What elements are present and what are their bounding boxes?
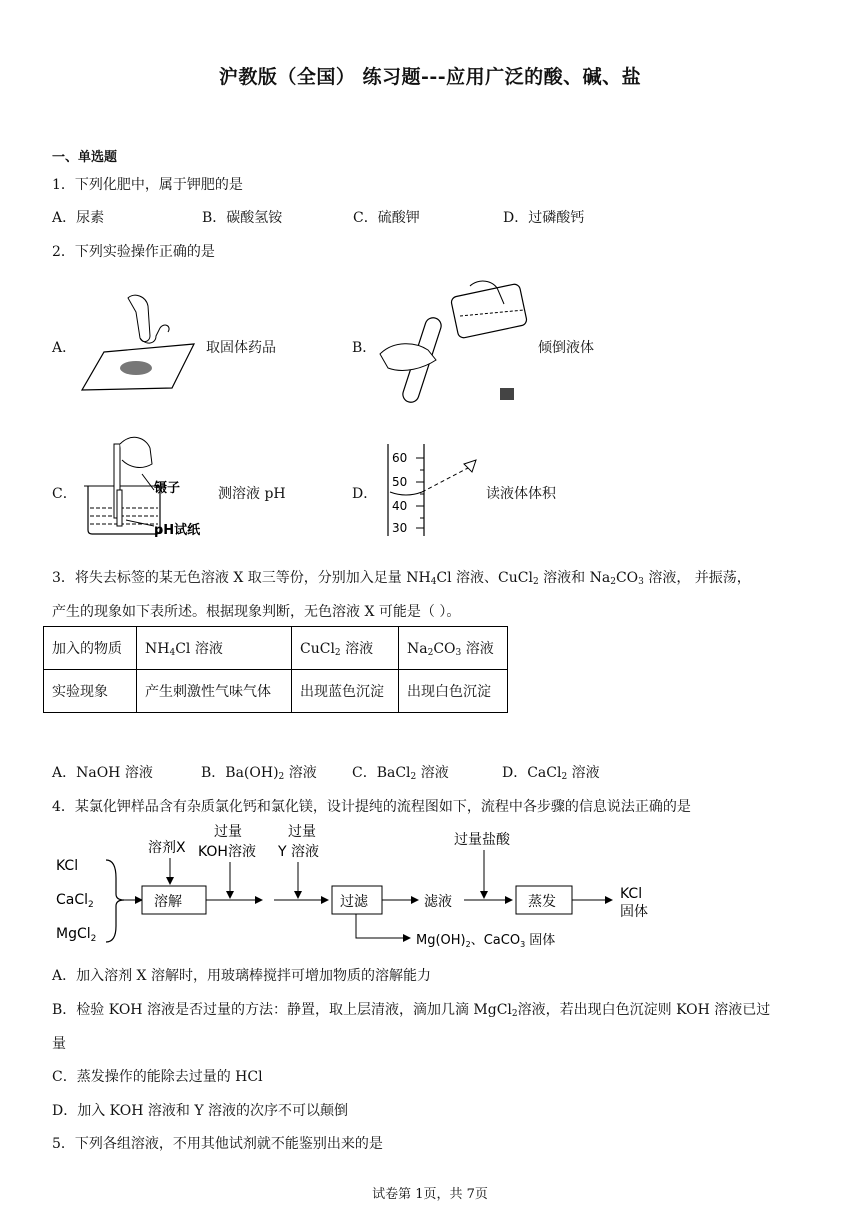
q2-option-a-caption: 取固体药品	[206, 340, 276, 356]
q4-option-b-line1: B．检验 KOH 溶液是否过量的方法：静置，取上层清液，滴加几滴 MgCl$_2$溶液，若出现白色沉淀则 KOH 溶液已过	[52, 1002, 771, 1019]
q4-option-d: D．加入 KOH 溶液和 Y 溶液的次序不可以颠倒	[52, 1103, 349, 1119]
flow-koh: KOH溶液	[198, 844, 256, 860]
table-row	[44, 670, 508, 713]
page-title: 沪教版（全国） 练习题---应用广泛的酸、碱、盐	[218, 66, 642, 88]
flow-excess-2: 过量	[288, 824, 316, 840]
q2-option-c-letter: C．	[52, 486, 77, 502]
flow-hcl: 过量盐酸	[454, 832, 510, 848]
eye-icon	[464, 460, 476, 472]
flow-cacl2-label: CaCl$_2$	[56, 892, 94, 910]
question-3-stem-line2: 产生的现象如下表所述。根据现象判断，无色溶液 X 可能是（ ）。	[52, 604, 461, 620]
tick-40: 40	[392, 499, 408, 513]
flow-residue: $Mg(OH)_2$、CaCO$_3$ 固体	[416, 933, 556, 949]
ph-paper-label: pH试纸	[154, 523, 201, 538]
question-1-stem: 1．下列化肥中，属于钾肥的是	[52, 177, 243, 193]
flow-excess-1: 过量	[214, 824, 242, 840]
q1-option-d: D．过磷酸钙	[503, 210, 585, 226]
q1-option-b: B．碳酸氢铵	[202, 210, 283, 226]
q2-option-b-caption: 倾倒液体	[538, 340, 594, 356]
solid-sampling-illustration	[76, 292, 198, 392]
page-footer: 试卷第 1页，共 7页	[372, 1187, 488, 1202]
flow-filtrate: 滤液	[424, 894, 452, 910]
q4-option-c: C．蒸发操作的能除去过量的 HCl	[52, 1069, 263, 1085]
graduated-cylinder-illustration	[376, 440, 486, 540]
flow-solvent-x: 溶剂X	[148, 840, 186, 856]
flow-kcl-label: KCl	[56, 858, 79, 874]
flow-filter: 过滤	[340, 894, 368, 910]
section-heading: 一、单选题	[52, 150, 118, 165]
flow-mgcl2-label: MgCl$_2$	[56, 926, 97, 944]
q2-option-a-letter: A．	[52, 340, 77, 356]
tick-60: 60	[392, 451, 408, 465]
table-cell: 加入的物质	[44, 627, 137, 670]
q3-option-a: A．NaOH 溶液	[52, 765, 153, 781]
ph-test-illustration	[82, 430, 214, 540]
table-cell: 产生刺激性气味气体	[137, 670, 292, 713]
flow-evaporate: 蒸发	[528, 894, 556, 910]
flow-brace	[106, 860, 124, 942]
question-3-stem-line1: 3．将失去标签的某无色溶液 X 取三等份，分别加入足量 $NH_4Cl$ 溶液、CuCl$_2$ 溶液和 $Na_2CO_3$ 溶液， 并振荡，	[52, 570, 751, 587]
q3-option-c: C．BaCl$_2$ 溶液	[352, 765, 449, 782]
question-5-stem: 5．下列各组溶液，不用其他试剂就不能鉴别出来的是	[52, 1136, 383, 1152]
q4-option-a: A．加入溶剂 X 溶解时，用玻璃棒搅拌可增加物质的溶解能力	[52, 968, 431, 984]
table-cell: 出现蓝色沉淀	[292, 670, 399, 713]
q1-option-a: A．尿素	[52, 210, 105, 226]
q3-option-b: B．$Ba(OH)_2$ 溶液	[201, 765, 317, 782]
table-row	[44, 627, 508, 670]
flow-y-solution: Y 溶液	[278, 844, 320, 860]
q2-option-d-caption: 读液体体积	[486, 486, 556, 502]
tweezers-label: 镊子	[154, 481, 181, 496]
purification-flowchart	[50, 818, 670, 954]
flow-product-solid: 固体	[620, 904, 648, 920]
table-cell: CuCl$_2$ 溶液	[292, 627, 399, 670]
table-cell: $NH_4Cl$ 溶液	[137, 627, 292, 670]
pouring-liquid-illustration	[374, 276, 534, 412]
table-cell: $Na_2CO_3$ 溶液	[399, 627, 508, 670]
table-cell: 实验现象	[44, 670, 137, 713]
table-cell: 出现白色沉淀	[399, 670, 508, 713]
q3-option-d: D．CaCl$_2$ 溶液	[502, 765, 600, 782]
tick-50: 50	[392, 475, 408, 489]
q1-option-c: C．硫酸钾	[353, 210, 420, 226]
q2-option-b-letter: B．	[352, 340, 377, 356]
q4-option-b-line2: 量	[52, 1036, 66, 1052]
tick-30: 30	[392, 521, 408, 535]
flow-product-kcl: KCl	[620, 886, 643, 902]
flow-dissolve: 溶解	[154, 894, 182, 910]
q2-option-d-letter: D．	[352, 486, 378, 502]
q2-option-c-caption: 测溶液 pH	[218, 486, 286, 502]
observation-table	[43, 626, 508, 713]
question-2-stem: 2．下列实验操作正确的是	[52, 244, 215, 260]
question-4-stem: 4．某氯化钾样品含有杂质氯化钙和氯化镁，设计提纯的流程图如下，流程中各步骤的信息说法正确的是	[52, 799, 691, 815]
